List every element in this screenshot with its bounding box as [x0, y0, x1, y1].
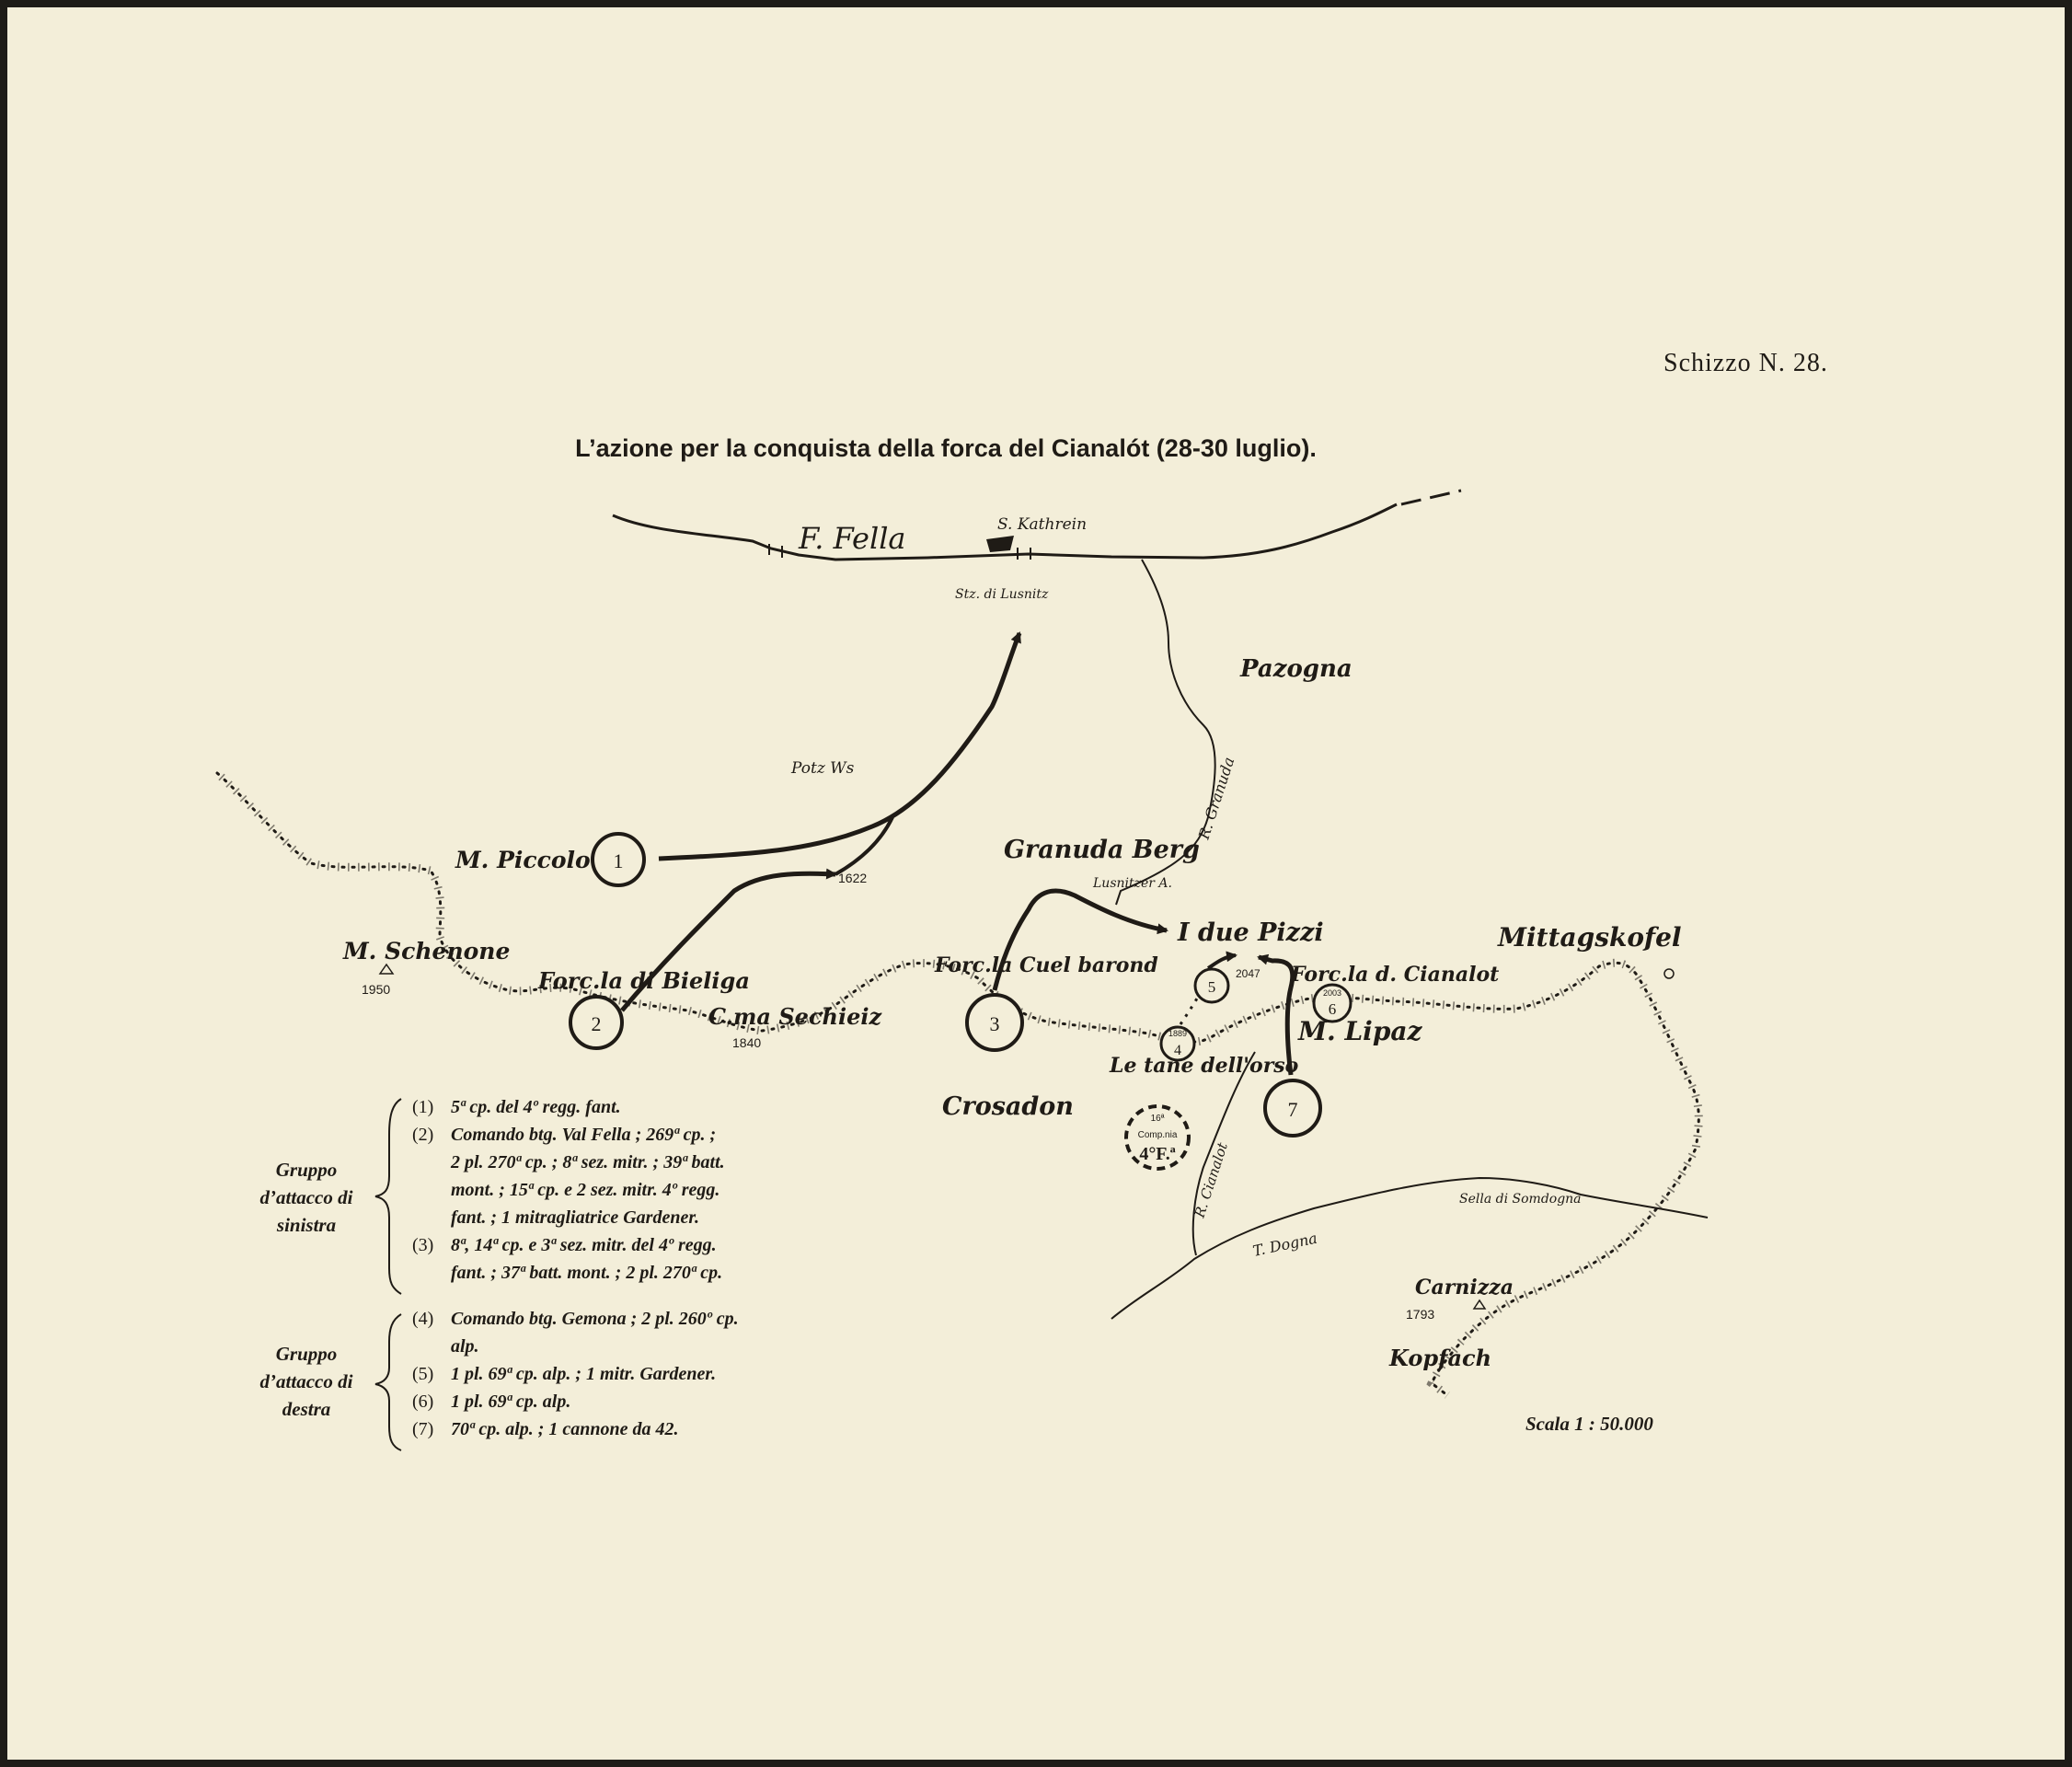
legend-item-number: (7) [412, 1419, 434, 1439]
label-crosadon: Crosadon [942, 1092, 1074, 1121]
legend-item-text: 1 pl. 69ª cp. alp. [451, 1392, 571, 1412]
label-r-cianalot: R. Cianalot [1191, 1140, 1231, 1220]
svg-text:5: 5 [1207, 978, 1216, 996]
legend-item-3 [412, 1231, 722, 1287]
label-stz-lusnitz: Stz. di Lusnitz [955, 587, 1049, 602]
label-1840: 1840 [732, 1035, 762, 1050]
label-s-kathrein: S. Kathrein [997, 515, 1088, 534]
legend-item-number: (1) [412, 1097, 434, 1117]
label-forc-cianalot: Forc.la d. Cianalot [1291, 963, 1500, 987]
label-carnizza: Carnizza [1415, 1276, 1514, 1299]
sketch-map [7, 7, 2065, 1760]
border-line [217, 773, 1698, 1395]
label-r-granuda: R. Granuda [1194, 755, 1238, 842]
legend-item-text: Comando btg. Val Fella ; 269ª cp. ; [451, 1125, 717, 1145]
legend-left-group-title: Gruppo d’attacco di sinistra [259, 1159, 353, 1236]
marker-3 [967, 995, 1022, 1050]
border-line-crosses [217, 773, 1698, 1395]
svg-text:4°F.ª: 4°F.ª [1139, 1144, 1176, 1164]
label-f-fella: F. Fella [799, 521, 906, 556]
label-cima-sechieiz: C.ma Sechieiz [708, 1003, 882, 1030]
legend-item-text: 5ª cp. del 4º regg. fant. [451, 1097, 621, 1117]
label-1793: 1793 [1406, 1307, 1435, 1322]
spot-height-mittagskofel [1664, 969, 1674, 978]
legend-item-text: alp. [451, 1336, 479, 1357]
legend-brace-left-group [375, 1099, 401, 1294]
legend-item-text: fant. ; 1 mitragliatrice Gardener. [451, 1207, 699, 1228]
legend-brace-right-group [375, 1314, 401, 1450]
legend-item-number: (3) [412, 1235, 434, 1255]
legend-item-2 [412, 1121, 725, 1231]
marker-2 [570, 997, 622, 1048]
legend-item-text: mont. ; 15ª cp. e 2 sez. mitr. 4º regg. [451, 1180, 720, 1200]
label-2047: 2047 [1236, 967, 1260, 980]
svg-text:1: 1 [613, 849, 624, 872]
svg-text:16ª: 16ª [1150, 1114, 1165, 1124]
summit-triangle-carnizza [1474, 1300, 1485, 1309]
label-m-lipaz: M. Lipaz [1298, 1016, 1422, 1046]
legend-item-number: (5) [412, 1364, 434, 1384]
label-m-schenone: M. Schenone [343, 938, 511, 964]
label-sella-somdogna: Sella di Somdogna [1459, 1192, 1582, 1207]
label-1950: 1950 [362, 982, 391, 997]
legend-item-4 [412, 1305, 739, 1360]
svg-text:Comp.nia: Comp.nia [1137, 1130, 1178, 1140]
legend-item-text: 70ª cp. alp. ; 1 cannone da 42. [451, 1419, 679, 1439]
label-lusnitzer-a: Lusnitzer A. [1093, 876, 1172, 891]
company-reserve-marker [1126, 1106, 1189, 1169]
legend-item-6 [412, 1388, 570, 1415]
legend-item-text: 1 pl. 69ª cp. alp. ; 1 mitr. Gardener. [451, 1364, 717, 1384]
label-forc-bieliga: Forc.la di Bieliga [538, 967, 750, 994]
summit-triangle-schenone [380, 964, 393, 974]
legend-item-number: (2) [412, 1125, 434, 1145]
legend-item-text: Comando btg. Gemona ; 2 pl. 260º cp. [451, 1309, 739, 1329]
label-1622: 1622 [838, 871, 868, 885]
label-le-tane: Le tane dell'orso [1110, 1054, 1299, 1078]
legend-item-1 [412, 1093, 621, 1121]
marker-1 [593, 834, 644, 885]
attack-arrow-2b [835, 817, 892, 874]
label-i-due-pizzi: I due Pizzi [1178, 918, 1324, 947]
svg-text:3: 3 [989, 1012, 1000, 1035]
s-kathrein-village [986, 536, 1014, 552]
svg-text:2003: 2003 [1322, 988, 1342, 998]
map-title: L’azione per la conquista della forca del Cianalót (28-30 luglio). [575, 434, 1317, 462]
marker-7 [1265, 1080, 1320, 1136]
legend-item-5 [412, 1360, 716, 1388]
svg-text:7: 7 [1287, 1098, 1298, 1121]
river-fella-dashed [1401, 491, 1461, 504]
marker-5 [1195, 969, 1228, 1002]
svg-text:6: 6 [1328, 1000, 1337, 1018]
legend-item-number: (4) [412, 1309, 434, 1329]
legend-item-number: (6) [412, 1392, 434, 1412]
svg-text:2: 2 [591, 1012, 602, 1035]
scale-label: Scala 1 : 50.000 [1525, 1413, 1653, 1435]
legend-item-text: 2 pl. 270ª cp. ; 8ª sez. mitr. ; 39ª batt. [451, 1152, 725, 1172]
svg-text:4: 4 [1174, 1043, 1181, 1058]
label-kopfach: Kopfach [1389, 1345, 1492, 1371]
label-m-piccolo: M. Piccolo [455, 847, 591, 873]
map-sheet [7, 7, 2065, 1760]
label-potz-ws: Potz Ws [791, 759, 855, 778]
attack-arrow-5 [1208, 955, 1236, 968]
label-forc-cuel-barond: Forc.la Cuel barond [935, 953, 1158, 977]
attack-arrow-1 [659, 633, 1019, 859]
legend-right-group-title: Gruppo d’attacco di destra [259, 1343, 353, 1420]
legend-item-7 [412, 1415, 679, 1443]
legend-item-text: fant. ; 37ª batt. mont. ; 2 pl. 270ª cp. [451, 1263, 723, 1283]
label-granuda-berg: Granuda Berg [1004, 836, 1200, 864]
legend-item-text: 8ª, 14ª cp. e 3ª sez. mitr. del 4º regg. [451, 1235, 717, 1255]
label-mittagskofel: Mittagskofel [1498, 922, 1682, 953]
plate-number: Schizzo N. 28. [1663, 349, 1828, 377]
label-t-dogna: T. Dogna [1250, 1229, 1319, 1260]
label-pazogna: Pazogna [1240, 655, 1353, 683]
svg-text:1889: 1889 [1168, 1029, 1188, 1038]
